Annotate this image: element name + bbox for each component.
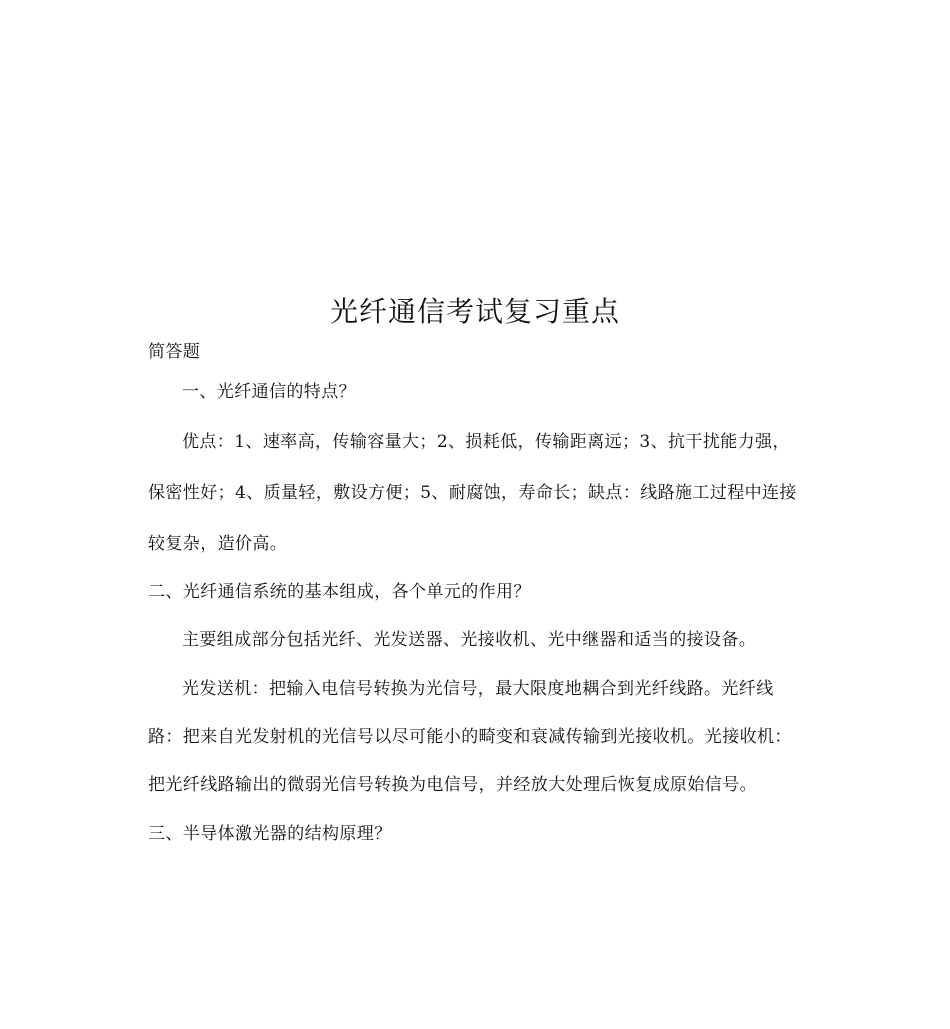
answer-2-line-3: 把光纤线路输出的微弱光信号转换为电信号，并经放大处理后恢复成原始信号。 (148, 775, 757, 795)
question-2: 二、光纤通信系统的基本组成，各个单元的作用？ (148, 582, 531, 602)
answer-2-line-2: 路：把来自光发射机的光信号以尽可能小的畸变和衰减传输到光接收机。光接收机： (148, 727, 792, 747)
answer-2-line-1: 光发送机：把输入电信号转换为光信号，最大限度地耦合到光纤线路。光纤线 (182, 679, 774, 699)
answer-1-line-3: 较复杂，造价高。 (148, 534, 288, 554)
section-label: 简答题 (148, 342, 201, 362)
answer-1-line-2: 保密性好；4、质量轻，敷设方便；5、耐腐蚀，寿命长；缺点：线路施工过程中连接 (148, 483, 797, 503)
question-1: 一、光纤通信的特点？ (182, 382, 356, 402)
answer-1-line-1: 优点：1、速率高，传输容量大；2、损耗低，传输距离远；3、抗干扰能力强， (182, 432, 790, 452)
document-title: 光纤通信考试复习重点 (329, 295, 620, 328)
answer-2-intro: 主要组成部分包括光纤、光发送器、光接收机、光中继器和适当的接设备。 (182, 630, 757, 650)
question-3: 三、半导体激光器的结构原理？ (148, 824, 392, 844)
